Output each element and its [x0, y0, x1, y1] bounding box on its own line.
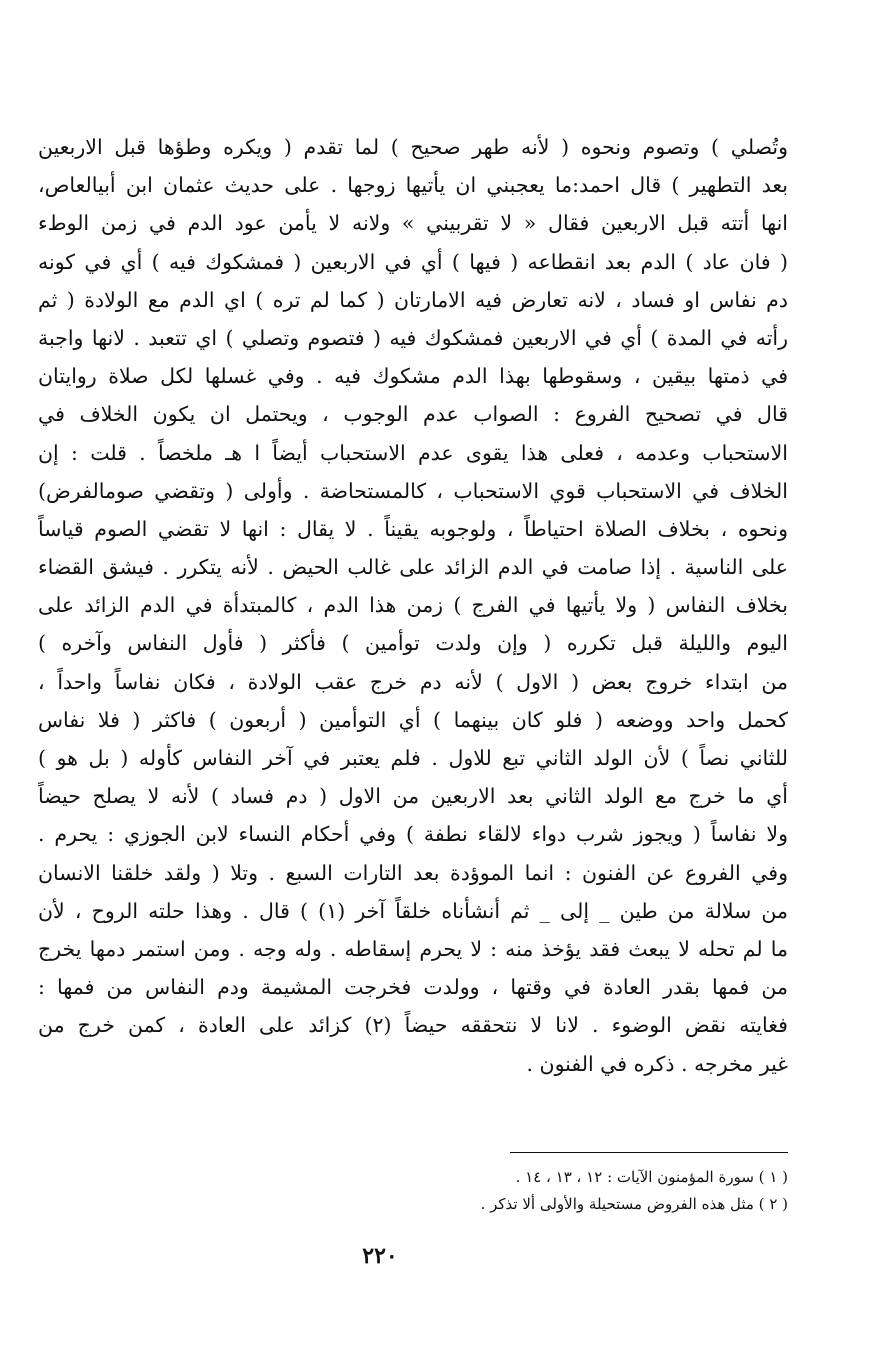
footnote-1: ( ١ ) سورة المؤمنون الآيات : ١٢ ، ١٣ ، ١٤ .: [515, 1168, 788, 1186]
text-line: دم نفاس او فساد ، لانه تعارض فيه الامارتان ( كما لم تره ) اي الدم مع الولادة ( ثم: [38, 287, 788, 312]
text-line: انها أتته قبل الاربعين فقال « لا تقربيني » ولانه لا يأمن عود الدم في زمن الوطء: [38, 211, 788, 236]
text-line: اليوم والليلة قبل تكرره ( وإن ولدت توأمين ) فأكثر ( فأول النفاس وآخره ): [38, 631, 788, 656]
text-line: أي ما خرج مع الولد الثاني بعد الاربعين من الاول ( دم فساد ) لأنه لا يصلح حيضاً: [38, 784, 788, 809]
text-line: ونحوه ، بخلاف الصلاة احتياطاً ، ولوجوبه يقيناً . لا يقال : انها لا تقضي الصوم قياساً: [38, 516, 788, 541]
text-line: فغايته نقض الوضوء . لانا لا نتحققه حيضاً (٢) كزائد على العادة ، كمن خرج من: [38, 1013, 788, 1038]
text-line: ( فان عاد ) الدم بعد انقطاعه ( فيها ) أي في الاربعين ( فمشكوك فيه ) أي في كونه: [38, 249, 788, 274]
text-line: في ذمتها بيقين ، وسقوطها بهذا الدم مشكوك فيه . وفي غسلها لكل صلاة روايتان: [38, 364, 788, 389]
footnote-2: ( ٢ ) مثل هذه الفروض مستحيلة والأولى ألا تذكر .: [480, 1195, 788, 1213]
text-line: على الناسية . إذا صامت في الدم الزائد على غالب الحيض . لأنه يتكرر . فيشق القضاء: [38, 555, 788, 580]
text-line: غير مخرجه . ذكره في الفنون .: [526, 1051, 788, 1076]
text-line: الخلاف في الاستحباب قوي الاستحباب ، كالمستحاضة . وأولى ( وتقضي صومالفرض): [38, 478, 788, 503]
text-line: الاستحباب وعدمه ، فعلى هذا يقوى عدم الاستحباب أيضاً ا هـ ملخصاً . قلت : إن: [38, 440, 788, 465]
text-line: من ابتداء خروج بعض ( الاول ) لأنه دم خرج عقب الولادة ، فكان نفاساً واحداً ،: [38, 669, 788, 694]
text-line: بعد التطهير ) قال احمد:ما يعجبني ان يأتيها زوجها . على حديث عثمان ابن أبيالعاص،: [38, 173, 788, 198]
text-line: بخلاف النفاس ( ولا يأتيها في الفرج ) زمن هذا الدم ، كالمبتدأة في الدم الزائد على: [38, 593, 788, 618]
footnote-divider: [510, 1152, 788, 1153]
text-line: ولا نفاساً ( ويجوز شرب دواء لالقاء نطفة ) وفي أحكام النساء لابن الجوزي : يحرم .: [38, 822, 788, 847]
text-line: للثاني نصاً ) لأن الولد الثاني تبع للاول . فلم يعتبر في آخر النفاس كأوله ( بل هو ): [38, 746, 788, 770]
text-line: وتُصلي ) وتصوم ونحوه ( لأنه طهر صحيح ) لما تقدم ( ويكره وطؤها قبل الاربعين: [38, 135, 788, 159]
text-line: من سلالة من طين _ إلى _ ثم أنشأناه خلقاً آخر (١) ) قال . وهذا حلته الروح ، لأن: [38, 898, 788, 923]
text-line: وفي الفروع عن الفنون : انما الموؤدة بعد التارات السبع . وتلا ( ولقد خلقنا الانسان: [38, 860, 788, 885]
text-line: قال في تصحيح الفروع : الصواب عدم الوجوب ، ويحتمل ان يكون الخلاف في: [38, 402, 788, 427]
page-number: ٢٢٠: [362, 1243, 398, 1269]
text-line: ما لم تحله لا يبعث فقد يؤخذ منه : لا يحرم إسقاطه . وله وجه . ومن استمر دمها يخرج: [38, 936, 788, 961]
text-line: كحمل واحد ووضعه ( فلو كان بينهما ) أي التوأمين ( أربعون ) فاكثر ( فلا نفاس: [38, 707, 788, 732]
text-line: من فمها بقدر العادة في وقتها ، وولدت فخرجت المشيمة ودم النفاس من فمها :: [38, 975, 788, 1000]
main-text: [38, 128, 788, 1083]
text-line: رأته في المدة ) أي في الاربعين فمشكوك فيه ( فتصوم وتصلي ) اي تتعبد . لانها واجبة: [38, 325, 788, 350]
footnotes: [300, 1164, 788, 1218]
